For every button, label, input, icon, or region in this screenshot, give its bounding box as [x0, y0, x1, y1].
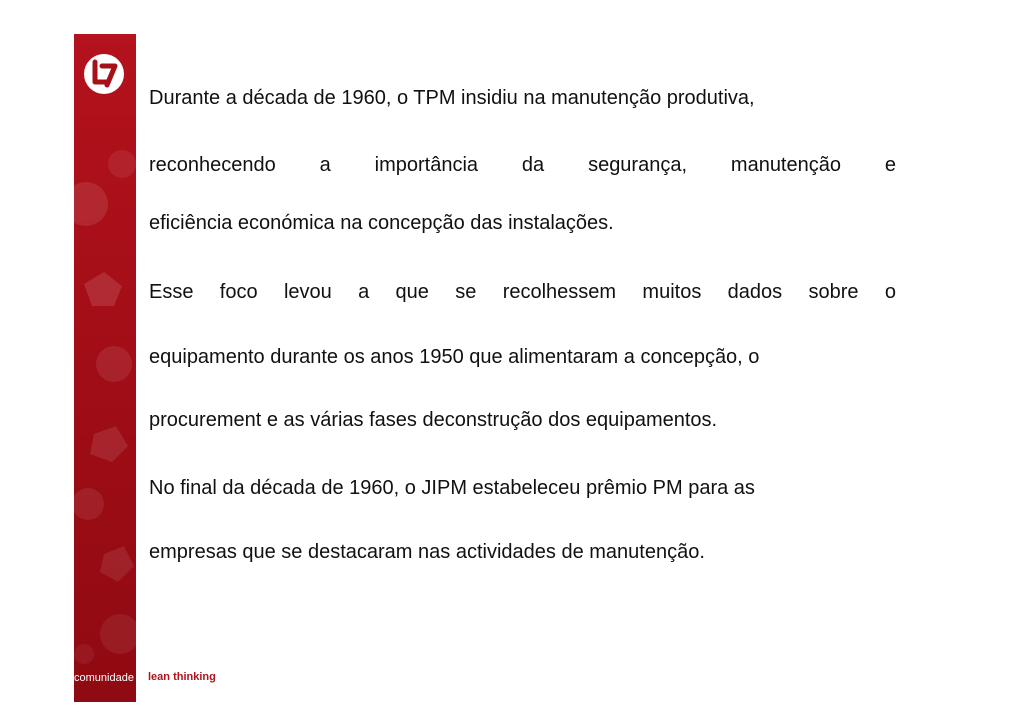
decorative-sidebar: [74, 34, 136, 702]
paragraph-line-8: empresas que se destacaram nas actividades de manutenção.: [149, 541, 705, 563]
footer-community-label: comunidade: [74, 672, 134, 684]
paragraph-line-2: reconhecendo a importância da segurança, manutenção e: [149, 154, 896, 176]
paragraph-line-6: procurement e as várias fases deconstrução dos equipamentos.: [149, 409, 718, 431]
footer-brand-label: lean thinking: [148, 671, 216, 683]
paragraph-line-4: Esse foco levou a que se recolhessem muitos dados sobre o: [149, 281, 896, 303]
paragraph-line-5: equipamento durante os anos 1950 que alimentaram a concepção, o: [149, 346, 760, 368]
lean-thinking-logo-icon: [82, 52, 126, 96]
paragraph-line-7: No final da década de 1960, o JIPM estabeleceu prêmio PM para as: [149, 477, 755, 499]
paragraph-line-3: eficiência económica na concepção das instalações.: [149, 212, 614, 234]
bokeh-pattern: [74, 34, 136, 702]
paragraph-line-1: Durante a década de 1960, o TPM insidiu na manutenção produtiva,: [149, 87, 755, 109]
